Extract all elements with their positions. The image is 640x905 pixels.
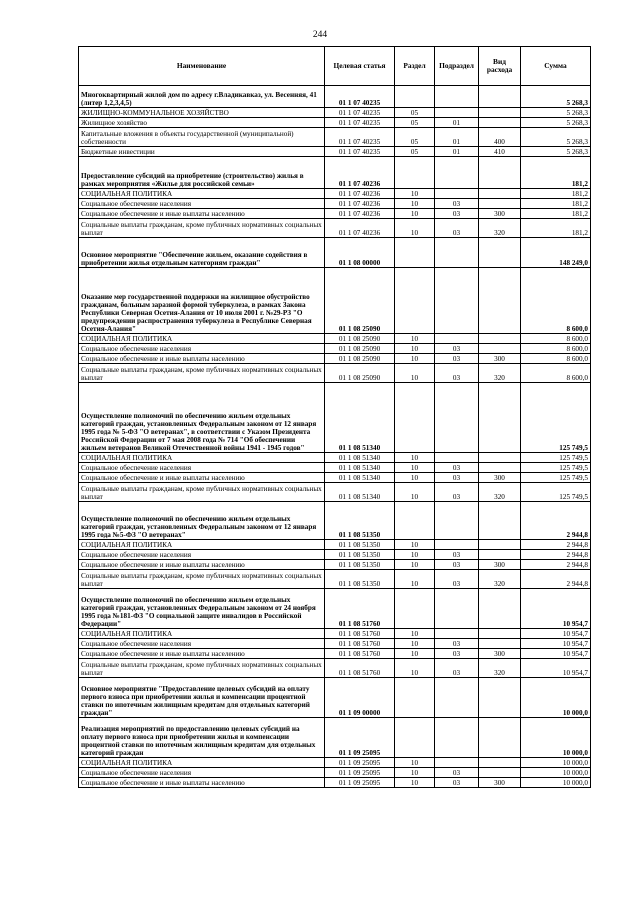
cell-section bbox=[395, 383, 435, 453]
table-row bbox=[79, 209, 591, 219]
cell-article: 01 1 08 51350 bbox=[325, 502, 395, 540]
header-subsection: Подраздел bbox=[435, 47, 479, 86]
cell-name: Осуществление полномочий по обеспечению жильем отдельных категорий граждан, установленных Федеральным законом от 12 января 1995 года № 5-ФЗ "О ветеранах", в соответствии с Указом Президента Российской Федерации от 7 мая 2008 года № 714 "Об обеспечении жильем ветеранов Великой Отечественной войны 1941 - 1945 годов" bbox=[79, 383, 325, 453]
header-article: Целевая статья bbox=[325, 47, 395, 86]
cell-article: 01 1 07 40236 bbox=[325, 157, 395, 189]
cell-sum: 181,2 bbox=[521, 157, 591, 189]
cell-sum: 125 749,5 bbox=[521, 383, 591, 453]
cell-name: Социальные выплаты гражданам, кроме публичных нормативных социальных выплат bbox=[79, 219, 325, 238]
table-row bbox=[79, 639, 591, 649]
cell-subsection: 03 bbox=[435, 473, 479, 483]
cell-sum: 5 268,3 bbox=[521, 147, 591, 157]
cell-subsection bbox=[435, 758, 479, 768]
cell-sum: 10 000,0 bbox=[521, 768, 591, 778]
cell-name: Социальные выплаты гражданам, кроме публичных нормативных социальных выплат bbox=[79, 364, 325, 383]
cell-section: 05 bbox=[395, 128, 435, 147]
cell-article: 01 1 07 40235 bbox=[325, 108, 395, 118]
cell-section: 10 bbox=[395, 354, 435, 364]
cell-name: Социальное обеспечение населения bbox=[79, 344, 325, 354]
header-row bbox=[79, 47, 591, 86]
cell-name: Осуществление полномочий по обеспечению жильем отдельных категорий граждан, установленных Федеральным законом от 24 ноября 1995 года №181-ФЗ "О социальной защите инвалидов в Российской Федерации" bbox=[79, 589, 325, 629]
cell-expense-kind bbox=[479, 268, 521, 334]
cell-name: Социальные выплаты гражданам, кроме публичных нормативных социальных выплат bbox=[79, 483, 325, 502]
table-row bbox=[79, 778, 591, 788]
cell-article: 01 1 08 51340 bbox=[325, 483, 395, 502]
table-row bbox=[79, 128, 591, 147]
cell-article: 01 1 09 25095 bbox=[325, 718, 395, 758]
cell-name: Жилищное хозяйство bbox=[79, 118, 325, 128]
cell-article: 01 1 08 51340 bbox=[325, 463, 395, 473]
cell-subsection: 03 bbox=[435, 768, 479, 778]
cell-name: Капитальные вложения в объекты государственной (муниципальной) собственности bbox=[79, 128, 325, 147]
page-number: 244 bbox=[312, 30, 328, 40]
cell-sum: 181,2 bbox=[521, 199, 591, 209]
table-row bbox=[79, 540, 591, 550]
cell-section: 10 bbox=[395, 758, 435, 768]
cell-article: 01 1 08 25090 bbox=[325, 344, 395, 354]
table-row bbox=[79, 268, 591, 334]
cell-sum: 181,2 bbox=[521, 189, 591, 199]
cell-expense-kind bbox=[479, 629, 521, 639]
cell-sum: 2 944,8 bbox=[521, 560, 591, 570]
cell-subsection bbox=[435, 540, 479, 550]
cell-name: Социальное обеспечение населения bbox=[79, 768, 325, 778]
cell-subsection: 03 bbox=[435, 659, 479, 678]
table-row bbox=[79, 108, 591, 118]
cell-expense-kind bbox=[479, 453, 521, 463]
cell-expense-kind bbox=[479, 768, 521, 778]
cell-expense-kind: 300 bbox=[479, 778, 521, 788]
table-row bbox=[79, 570, 591, 589]
cell-subsection: 03 bbox=[435, 639, 479, 649]
cell-expense-kind bbox=[479, 189, 521, 199]
cell-name: Предоставление субсидий на приобретение (строительство) жилья в рамках мероприятия «Жилье для российской семьи» bbox=[79, 157, 325, 189]
table-row bbox=[79, 483, 591, 502]
cell-article: 01 1 08 25090 bbox=[325, 364, 395, 383]
cell-name: СОЦИАЛЬНАЯ ПОЛИТИКА bbox=[79, 758, 325, 768]
cell-sum: 10 954,7 bbox=[521, 589, 591, 629]
cell-section: 10 bbox=[395, 344, 435, 354]
cell-subsection: 03 bbox=[435, 570, 479, 589]
cell-expense-kind bbox=[479, 199, 521, 209]
cell-expense-kind bbox=[479, 383, 521, 453]
cell-article: 01 1 07 40236 bbox=[325, 219, 395, 238]
cell-article: 01 1 07 40236 bbox=[325, 189, 395, 199]
table-row bbox=[79, 364, 591, 383]
cell-subsection bbox=[435, 86, 479, 108]
cell-name: СОЦИАЛЬНАЯ ПОЛИТИКА bbox=[79, 453, 325, 463]
table-row bbox=[79, 473, 591, 483]
cell-subsection: 03 bbox=[435, 483, 479, 502]
cell-article: 01 1 09 25095 bbox=[325, 758, 395, 768]
cell-subsection: 03 bbox=[435, 199, 479, 209]
cell-sum: 2 944,8 bbox=[521, 502, 591, 540]
cell-expense-kind bbox=[479, 344, 521, 354]
cell-name: Социальное обеспечение и иные выплаты населению bbox=[79, 209, 325, 219]
table-row bbox=[79, 354, 591, 364]
cell-article: 01 1 07 40235 bbox=[325, 118, 395, 128]
cell-name: Основное мероприятие "Обеспечение жильем, оказание содействия в приобретении жилья отдельным категориям граждан" bbox=[79, 238, 325, 268]
cell-article: 01 1 07 40235 bbox=[325, 86, 395, 108]
table-row bbox=[79, 453, 591, 463]
table-row bbox=[79, 560, 591, 570]
table-row bbox=[79, 649, 591, 659]
cell-sum: 10 000,0 bbox=[521, 678, 591, 718]
cell-section bbox=[395, 238, 435, 268]
cell-expense-kind bbox=[479, 550, 521, 560]
cell-sum: 8 600,0 bbox=[521, 334, 591, 344]
cell-section: 10 bbox=[395, 463, 435, 473]
cell-expense-kind: 410 bbox=[479, 147, 521, 157]
cell-section: 05 bbox=[395, 118, 435, 128]
cell-section: 10 bbox=[395, 334, 435, 344]
cell-sum: 125 749,5 bbox=[521, 463, 591, 473]
cell-subsection: 01 bbox=[435, 118, 479, 128]
cell-sum: 5 268,3 bbox=[521, 118, 591, 128]
cell-section: 10 bbox=[395, 629, 435, 639]
cell-expense-kind: 300 bbox=[479, 354, 521, 364]
cell-article: 01 1 08 51350 bbox=[325, 540, 395, 550]
cell-subsection: 03 bbox=[435, 364, 479, 383]
cell-section: 10 bbox=[395, 570, 435, 589]
table-row bbox=[79, 189, 591, 199]
cell-section: 10 bbox=[395, 540, 435, 550]
cell-sum: 8 600,0 bbox=[521, 344, 591, 354]
cell-subsection: 01 bbox=[435, 128, 479, 147]
cell-sum: 2 944,8 bbox=[521, 570, 591, 589]
cell-expense-kind bbox=[479, 108, 521, 118]
cell-sum: 8 600,0 bbox=[521, 364, 591, 383]
cell-section: 10 bbox=[395, 639, 435, 649]
cell-name: СОЦИАЛЬНАЯ ПОЛИТИКА bbox=[79, 629, 325, 639]
budget-table bbox=[78, 46, 591, 788]
cell-expense-kind: 400 bbox=[479, 128, 521, 147]
cell-subsection: 03 bbox=[435, 219, 479, 238]
cell-sum: 2 944,8 bbox=[521, 540, 591, 550]
table-row bbox=[79, 463, 591, 473]
cell-section bbox=[395, 86, 435, 108]
cell-article: 01 1 08 00000 bbox=[325, 238, 395, 268]
cell-expense-kind bbox=[479, 86, 521, 108]
cell-subsection bbox=[435, 678, 479, 718]
cell-subsection bbox=[435, 238, 479, 268]
cell-section: 10 bbox=[395, 550, 435, 560]
cell-sum: 10 954,7 bbox=[521, 659, 591, 678]
table-row bbox=[79, 118, 591, 128]
cell-name: Социальное обеспечение и иные выплаты населению bbox=[79, 560, 325, 570]
cell-sum: 10 954,7 bbox=[521, 629, 591, 639]
table-row bbox=[79, 238, 591, 268]
cell-subsection: 03 bbox=[435, 550, 479, 560]
cell-expense-kind: 300 bbox=[479, 473, 521, 483]
cell-sum: 8 600,0 bbox=[521, 268, 591, 334]
cell-article: 01 1 08 25090 bbox=[325, 268, 395, 334]
cell-section: 10 bbox=[395, 659, 435, 678]
table-row bbox=[79, 758, 591, 768]
cell-sum: 5 268,3 bbox=[521, 86, 591, 108]
cell-name: Социальное обеспечение и иные выплаты населению bbox=[79, 649, 325, 659]
cell-expense-kind bbox=[479, 463, 521, 473]
cell-sum: 125 749,5 bbox=[521, 483, 591, 502]
cell-sum: 10 954,7 bbox=[521, 649, 591, 659]
cell-subsection: 03 bbox=[435, 209, 479, 219]
cell-article: 01 1 08 51760 bbox=[325, 629, 395, 639]
cell-sum: 8 600,0 bbox=[521, 354, 591, 364]
cell-name: Социальное обеспечение населения bbox=[79, 199, 325, 209]
cell-subsection bbox=[435, 268, 479, 334]
table-row bbox=[79, 86, 591, 108]
cell-expense-kind bbox=[479, 157, 521, 189]
cell-subsection bbox=[435, 589, 479, 629]
table-row bbox=[79, 678, 591, 718]
cell-name: ЖИЛИЩНО-КОММУНАЛЬНОЕ ХОЗЯЙСТВО bbox=[79, 108, 325, 118]
cell-expense-kind bbox=[479, 718, 521, 758]
header-name: Наименование bbox=[79, 47, 325, 86]
cell-expense-kind: 320 bbox=[479, 483, 521, 502]
cell-sum: 10 954,7 bbox=[521, 639, 591, 649]
cell-article: 01 1 08 51340 bbox=[325, 453, 395, 463]
cell-subsection bbox=[435, 157, 479, 189]
cell-section: 05 bbox=[395, 108, 435, 118]
table-row bbox=[79, 383, 591, 453]
cell-section: 10 bbox=[395, 560, 435, 570]
cell-name: Реализация мероприятий по предоставлению целевых субсидий на оплату первого взноса при приобретении жилья и компенсации процентной ставки по ипотечным жилищным кредитам для отдельных категорий граждан bbox=[79, 718, 325, 758]
cell-expense-kind: 300 bbox=[479, 560, 521, 570]
cell-section: 10 bbox=[395, 768, 435, 778]
cell-sum: 10 000,0 bbox=[521, 758, 591, 768]
cell-name: Социальное обеспечение и иные выплаты населению bbox=[79, 778, 325, 788]
cell-expense-kind: 320 bbox=[479, 364, 521, 383]
cell-section: 10 bbox=[395, 219, 435, 238]
cell-subsection bbox=[435, 108, 479, 118]
cell-sum: 181,2 bbox=[521, 209, 591, 219]
table-row bbox=[79, 502, 591, 540]
table-row bbox=[79, 344, 591, 354]
cell-article: 01 1 07 40235 bbox=[325, 128, 395, 147]
cell-name: СОЦИАЛЬНАЯ ПОЛИТИКА bbox=[79, 334, 325, 344]
cell-subsection: 01 bbox=[435, 147, 479, 157]
cell-article: 01 1 08 25090 bbox=[325, 354, 395, 364]
cell-article: 01 1 08 51350 bbox=[325, 570, 395, 589]
cell-subsection bbox=[435, 453, 479, 463]
cell-subsection bbox=[435, 502, 479, 540]
cell-article: 01 1 09 00000 bbox=[325, 678, 395, 718]
table-row bbox=[79, 550, 591, 560]
cell-expense-kind: 320 bbox=[479, 570, 521, 589]
cell-article: 01 1 08 51340 bbox=[325, 383, 395, 453]
cell-name: Бюджетные инвестиции bbox=[79, 147, 325, 157]
cell-section bbox=[395, 157, 435, 189]
cell-section: 10 bbox=[395, 473, 435, 483]
cell-expense-kind bbox=[479, 334, 521, 344]
cell-name: Социальное обеспечение населения bbox=[79, 550, 325, 560]
header-sum: Сумма bbox=[521, 47, 591, 86]
cell-expense-kind: 300 bbox=[479, 209, 521, 219]
cell-expense-kind bbox=[479, 540, 521, 550]
cell-name: Основное мероприятие "Предоставление целевых субсидий на оплату первого взноса при приобретении жилья и компенсации процентной ставки по ипотечным жилищным кредитам для отдельных категорий граждан" bbox=[79, 678, 325, 718]
cell-article: 01 1 07 40236 bbox=[325, 209, 395, 219]
cell-article: 01 1 09 25095 bbox=[325, 778, 395, 788]
cell-article: 01 1 08 51760 bbox=[325, 589, 395, 629]
cell-subsection: 03 bbox=[435, 560, 479, 570]
table-row bbox=[79, 718, 591, 758]
cell-section bbox=[395, 268, 435, 334]
table-row bbox=[79, 334, 591, 344]
cell-subsection: 03 bbox=[435, 778, 479, 788]
cell-name: Социальные выплаты гражданам, кроме публичных нормативных социальных выплат bbox=[79, 570, 325, 589]
cell-article: 01 1 08 51760 bbox=[325, 639, 395, 649]
cell-section: 10 bbox=[395, 364, 435, 383]
cell-sum: 10 000,0 bbox=[521, 718, 591, 758]
cell-name: Социальное обеспечение и иные выплаты населению bbox=[79, 354, 325, 364]
cell-name: Осуществление полномочий по обеспечению жильем отдельных категорий граждан, установленных Федеральным законом от 12 января 1995 года №5-ФЗ "О ветеранах" bbox=[79, 502, 325, 540]
cell-expense-kind bbox=[479, 589, 521, 629]
cell-sum: 2 944,8 bbox=[521, 550, 591, 560]
cell-section: 10 bbox=[395, 209, 435, 219]
header-expense-kind: Вид расхода bbox=[479, 47, 521, 86]
cell-expense-kind: 320 bbox=[479, 219, 521, 238]
cell-article: 01 1 09 25095 bbox=[325, 768, 395, 778]
cell-expense-kind bbox=[479, 238, 521, 268]
cell-section bbox=[395, 718, 435, 758]
cell-section bbox=[395, 589, 435, 629]
cell-name: СОЦИАЛЬНАЯ ПОЛИТИКА bbox=[79, 540, 325, 550]
cell-sum: 181,2 bbox=[521, 219, 591, 238]
cell-expense-kind: 300 bbox=[479, 649, 521, 659]
cell-subsection bbox=[435, 629, 479, 639]
table-row bbox=[79, 768, 591, 778]
cell-expense-kind bbox=[479, 639, 521, 649]
cell-subsection: 03 bbox=[435, 649, 479, 659]
table-row bbox=[79, 199, 591, 209]
cell-section bbox=[395, 678, 435, 718]
cell-subsection bbox=[435, 718, 479, 758]
cell-expense-kind: 320 bbox=[479, 659, 521, 678]
cell-name: Социальное обеспечение и иные выплаты населению bbox=[79, 473, 325, 483]
cell-expense-kind bbox=[479, 118, 521, 128]
cell-sum: 125 749,5 bbox=[521, 453, 591, 463]
cell-article: 01 1 07 40235 bbox=[325, 147, 395, 157]
table-row bbox=[79, 629, 591, 639]
table-row bbox=[79, 659, 591, 678]
cell-section bbox=[395, 502, 435, 540]
header-section: Раздел bbox=[395, 47, 435, 86]
table-row bbox=[79, 147, 591, 157]
cell-section: 10 bbox=[395, 649, 435, 659]
cell-expense-kind bbox=[479, 678, 521, 718]
cell-sum: 5 268,3 bbox=[521, 128, 591, 147]
cell-sum: 125 749,5 bbox=[521, 473, 591, 483]
cell-name: Социальное обеспечение населения bbox=[79, 463, 325, 473]
table-row bbox=[79, 589, 591, 629]
cell-name: Социальные выплаты гражданам, кроме публичных нормативных социальных выплат bbox=[79, 659, 325, 678]
cell-name: Многоквартирный жилой дом по адресу г.Владикавказ, ул. Весенняя, 41 (литер 1,2,3,4,5) bbox=[79, 86, 325, 108]
cell-sum: 10 000,0 bbox=[521, 778, 591, 788]
cell-section: 10 bbox=[395, 199, 435, 209]
cell-section: 10 bbox=[395, 778, 435, 788]
cell-article: 01 1 08 51350 bbox=[325, 550, 395, 560]
cell-article: 01 1 08 25090 bbox=[325, 334, 395, 344]
cell-article: 01 1 07 40236 bbox=[325, 199, 395, 209]
cell-expense-kind bbox=[479, 758, 521, 768]
cell-article: 01 1 08 51760 bbox=[325, 649, 395, 659]
cell-expense-kind bbox=[479, 502, 521, 540]
cell-section: 05 bbox=[395, 147, 435, 157]
cell-sum: 148 249,0 bbox=[521, 238, 591, 268]
cell-subsection bbox=[435, 334, 479, 344]
cell-subsection: 03 bbox=[435, 463, 479, 473]
cell-subsection bbox=[435, 383, 479, 453]
table-row bbox=[79, 157, 591, 189]
table-row bbox=[79, 219, 591, 238]
cell-section: 10 bbox=[395, 483, 435, 502]
cell-subsection: 03 bbox=[435, 354, 479, 364]
cell-subsection: 03 bbox=[435, 344, 479, 354]
cell-section: 10 bbox=[395, 189, 435, 199]
cell-name: Социальное обеспечение населения bbox=[79, 639, 325, 649]
cell-name: СОЦИАЛЬНАЯ ПОЛИТИКА bbox=[79, 189, 325, 199]
cell-article: 01 1 08 51350 bbox=[325, 560, 395, 570]
cell-article: 01 1 08 51760 bbox=[325, 659, 395, 678]
cell-name: Оказание мер государственной поддержки на жилищное обустройство гражданам, больным заразной формой туберкулеза, в рамках Закона Республики Северная Осетия-Алания от 10 июля 2001 г. №29-РЗ "О предупреждении распространения туберкулеза в Республике Северная Осетия-Алания" bbox=[79, 268, 325, 334]
cell-section: 10 bbox=[395, 453, 435, 463]
cell-sum: 5 268,3 bbox=[521, 108, 591, 118]
cell-article: 01 1 08 51340 bbox=[325, 473, 395, 483]
cell-subsection bbox=[435, 189, 479, 199]
